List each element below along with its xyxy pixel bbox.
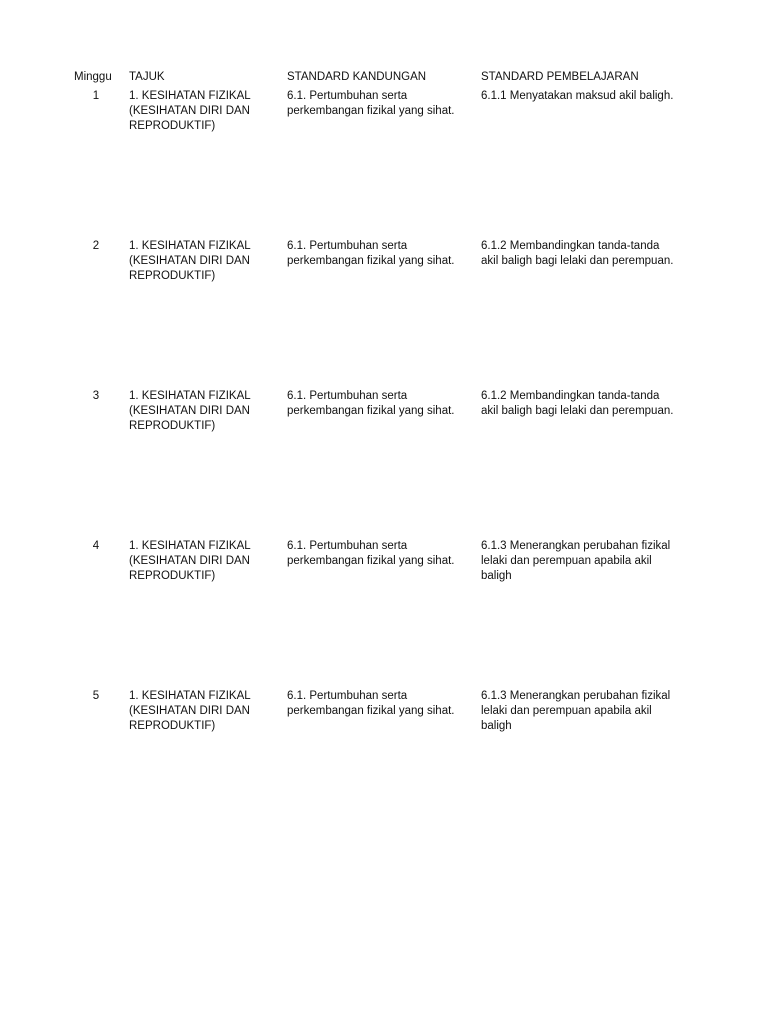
cell-tajuk: 1. KESIHATAN FIZIKAL (KESIHATAN DIRI DAN REPRODUKTIF) (129, 690, 251, 732)
cell-tajuk: 1. KESIHATAN FIZIKAL (KESIHATAN DIRI DAN REPRODUKTIF) (129, 90, 251, 132)
cell-standard-pembelajaran: 6.1.3 Menerangkan perubahan fizikal lelaki dan perempuan apabila akil baligh (481, 690, 671, 732)
cell-minggu: 2 (92, 240, 100, 252)
cell-standard-pembelajaran: 6.1.1 Menyatakan maksud akil baligh. (481, 90, 674, 102)
cell-tajuk: 1. KESIHATAN FIZIKAL (KESIHATAN DIRI DAN REPRODUKTIF) (129, 240, 251, 282)
header-tajuk: TAJUK (129, 71, 165, 83)
cell-standard-kandungan: 6.1. Pertumbuhan serta perkembangan fizikal yang sihat. (287, 390, 455, 417)
cell-minggu: 4 (92, 540, 100, 552)
cell-standard-kandungan: 6.1. Pertumbuhan serta perkembangan fizikal yang sihat. (287, 240, 455, 267)
cell-tajuk: 1. KESIHATAN FIZIKAL (KESIHATAN DIRI DAN REPRODUKTIF) (129, 540, 251, 582)
cell-standard-pembelajaran: 6.1.2 Membandingkan tanda-tanda akil baligh bagi lelaki dan perempuan. (481, 390, 674, 417)
cell-standard-pembelajaran: 6.1.2 Membandingkan tanda-tanda akil baligh bagi lelaki dan perempuan. (481, 240, 674, 267)
header-standard-pembelajaran: STANDARD PEMBELAJARAN (481, 71, 639, 83)
cell-minggu: 1 (92, 90, 100, 102)
cell-minggu: 5 (92, 690, 100, 702)
cell-minggu: 3 (92, 390, 100, 402)
cell-tajuk: 1. KESIHATAN FIZIKAL (KESIHATAN DIRI DAN REPRODUKTIF) (129, 390, 251, 432)
header-standard-kandungan: STANDARD KANDUNGAN (287, 71, 427, 83)
cell-standard-kandungan: 6.1. Pertumbuhan serta perkembangan fizikal yang sihat. (287, 540, 455, 567)
cell-standard-pembelajaran: 6.1.3 Menerangkan perubahan fizikal lelaki dan perempuan apabila akil baligh (481, 540, 671, 582)
header-minggu: Minggu (74, 71, 112, 83)
cell-standard-kandungan: 6.1. Pertumbuhan serta perkembangan fizikal yang sihat. (287, 90, 455, 117)
cell-standard-kandungan: 6.1. Pertumbuhan serta perkembangan fizikal yang sihat. (287, 690, 455, 717)
